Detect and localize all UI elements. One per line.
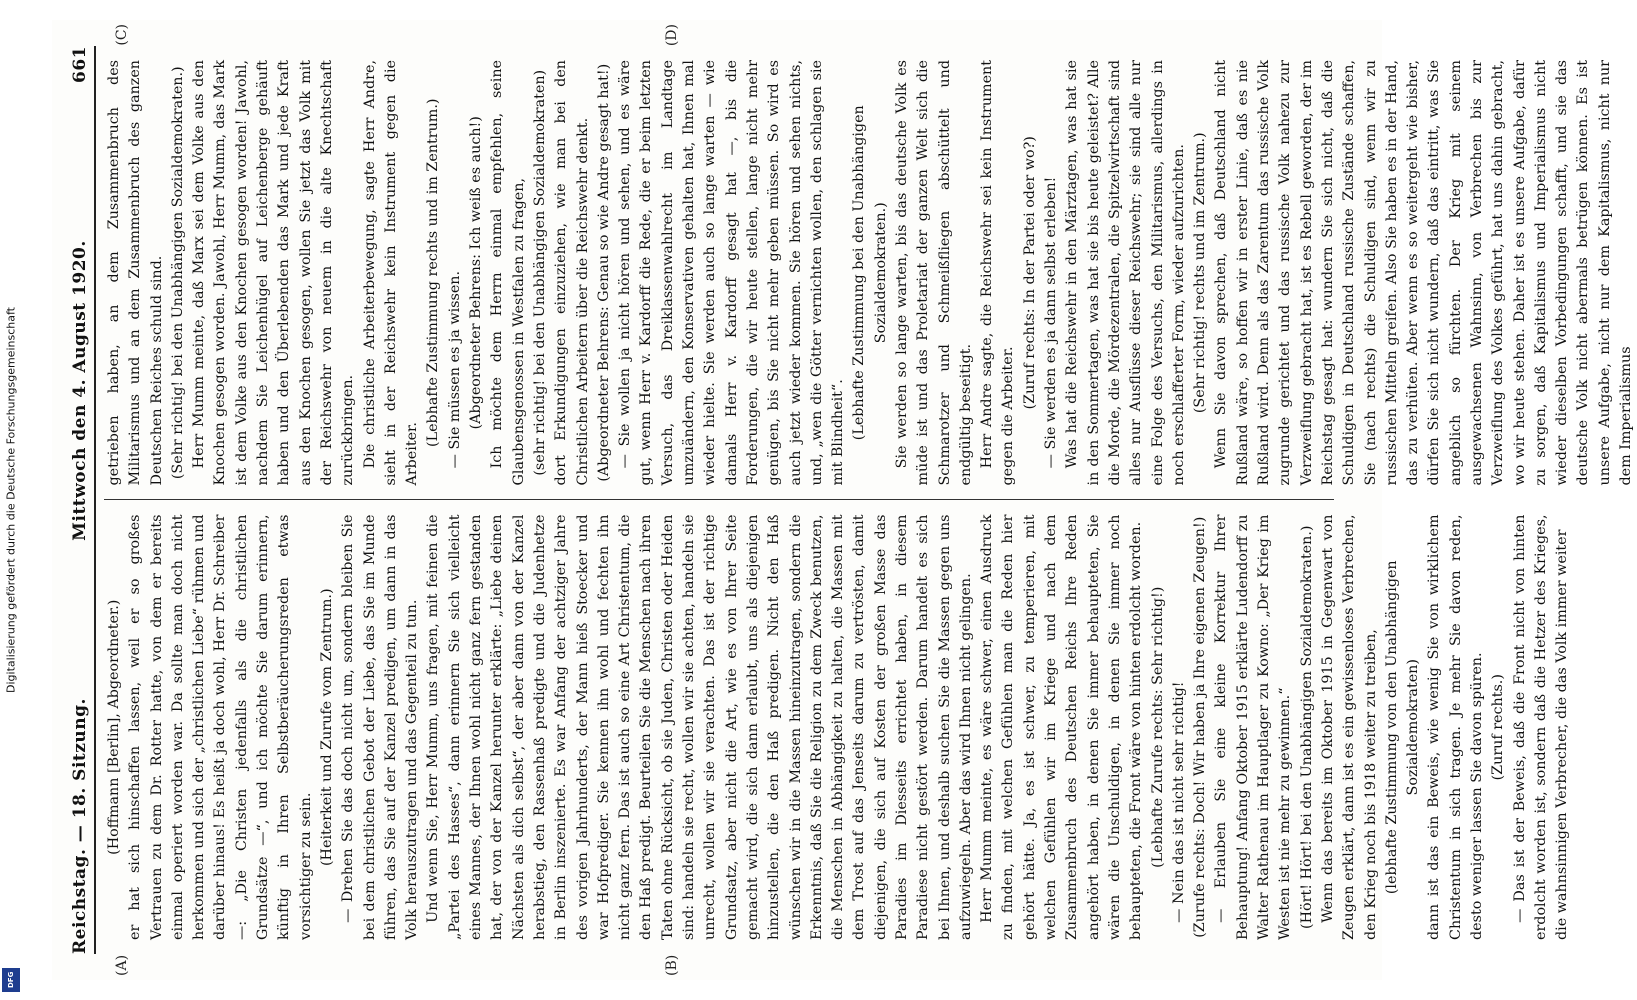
interjection: (Sehr richtig! rechts und im Zentrum.) [1192, 132, 1209, 414]
interjection: (Zurufe rechts: Doch! Wir haben ja Ihre eigenen Zeugen!) [1192, 516, 1209, 938]
paragraph: Sie werden so lange warten, bis das deutsche Volk es müde ist und das Proletariat der ganzen Welt sich die Schmarotzer und Schmeißfliegen abschüttelt und endgültig beseitigt. [893, 60, 974, 486]
page-header [70, 46, 96, 954]
interjection: (Heiterkeit und Zurufe vom Zentrum.) [318, 588, 335, 867]
paragraph: Was hat die Reichswehr in den Märztagen, was hat sie in den Sommertagen, was hat sie bis heute geleistet? Alle die Morde, die Mördezentralen, die Spitzelwirtschaft sind alles nur Ausflüsse dieser Reichswehr; sie sind alle nur eine Folge des Versuchs, den Militarismus, allerdings in noch erschlafferter Form, wieder aufzurichten. [1064, 60, 1187, 486]
paragraph: — Sie müssen es ja wissen. [446, 270, 463, 469]
interjection: (Lebhafte Zurufe rechts: Sehr richtig!) [1149, 586, 1166, 868]
header-date: Mittwoch den 4. August 1920. [70, 240, 90, 541]
interjection: (Hört! Hört! bei den Unabhängigen Sozialdemokraten.) [1298, 525, 1315, 929]
margin-letter-c: (C) [114, 24, 130, 46]
interjection: (Zuruf rechts: In der Partei oder wo?) [1021, 136, 1038, 410]
left-column [104, 501, 1571, 955]
paragraph: Die christliche Arbeiterbewegung, sagte Herr Andre, sieht in der Reichswehr kein Instrument gegen die Arbeiter. [361, 60, 421, 486]
margin-letter-a: (A) [114, 954, 130, 976]
speaker-line: (Hoffmann [Berlin], Abgeordneter.) [106, 599, 122, 855]
interjection: (Sehr richtig! bei den Unabhängigen Sozialdemokraten.) [169, 66, 186, 480]
interjection: (Abgeordneter Behrens: Ich weiß es auch!) [468, 116, 485, 430]
paragraph: dann ist das ein Beweis, wie wenig Sie von wirklichem Christentum in sich tragen. Je mehr Sie davon reden, desto weniger lassen Sie davon spüren. [1426, 514, 1485, 940]
paragraph: Herr Mumm meinte, daß Marx sei dem Volke aus den Knochen gesogen worden. Jawohl, Herr Mumm, das Mark ist dem Volke aus den Knochen gesogen worden! Jawohl, nachdem Sie Leichenhügel auf Leichenberge gehäuft haben und den Überlebenden das Mark und jede Kraft aus den Knochen gesogen, wollen Sie jetzt das Volk mit der Reichswehr von neuem in die alte Knechtschaft zurückbringen. [191, 60, 357, 486]
paragraph: Und wenn Sie, Herr Mumm, uns fragen, mit feinen die „Partei des Hasses“, dann erinnern Sie sich vielleicht eines Mannes, der Ihnen wohl nicht ganz fern gestanden hat, der von der Kanzel herunter erklärte: „Liebe deinen Nächsten als dich selbst“, der aber dann von der Kanzel herabstieg, den Rassenhaß predigte und die Judenhetze in Berlin inszenierte. Es war Anfang der achtziger Jahre des vorigen Jahrhunderts, der Mann hieß Stoecker und war Hofprediger. Sie kennen ihn wohl und fechten ihn nicht ganz fern. Das ist auch so eine Art Christentum, die den Haß predigt. Beurteilen Sie die Menschen nach ihren Taten ohne Rücksicht, ob sie Juden, Christen oder Heiden sind: handeln sie recht, wollen wir sie achten, handeln sie unrecht, wollen wir sie verachten. Das ist der richtige Grundsatz, aber nicht die Art, wie es von Ihrer Seite gemacht wird, die sich dann erlaubt, uns als diejenigen hinzustellen, die den Haß predigen. Nicht den Haß wünschen wir in die Massen hineinzutragen, sondern die Erkenntnis, daß Sie die Religion zu dem Zweck benutzen, die Menschen in Abhängigkeit zu halten, die Massen mit dem Trost auf das Jenseits darum zu vertrösten, damit diejenigen, die sich auf Kosten der großen Masse das Paradies im Diesseits errichtet haben, in diesem Paradiese nicht gestört werden. Darum handelt es sich bei Ihnen, und deshalb suchen Sie die Massen gegen uns aufzuwiegeln. Aber das wird Ihnen nicht gelingen. [425, 514, 974, 940]
paragraph: Wenn Sie davon sprechen, daß Deutschland nicht Rußland wäre, so hoffen wir in erster Linie, daß es nie Rußland wird. Denn als das Zarentum das russische Volk zugrunde gerichtet und das russische Volk nahezu zur Verzweiflung gebracht hat, ist es Rebell geworden, der im Reichstag gesagt hat: wundern Sie sich nicht, daß die Schuldigen in Deutschland russische Zustände schaffen, Sie (nach rechts) die Schuldigen sind, wenn wir zu russischen Mitteln greifen. Also Sie haben es in der Hand, das zu verhüten. Aber wenn es so weitergeht wie bisher, dürfen Sie sich nicht wundern, daß das eintritt, was Sie angeblich so fürchten. Der Krieg mit seinem ausgewachsenen Wahnsinn, von Verbrechen bis zur Verzweiflung des Volkes geführt, hat uns dahin gebracht, wo wir heute stehen. Daher ist es unsere Aufgabe, dafür zu sorgen, daß Kapitalismus und Imperialismus nicht wieder dieselben Vorbedingungen schafft, und sie das deutsche Volk nicht abermals betrügen können. Es ist unsere Aufgabe, nicht nur dem Kapitalismus, nicht nur dem Imperialismus [1213, 60, 1635, 486]
right-column [104, 46, 1635, 501]
paragraph: — Das ist der Beweis, daß die Front nicht von hinten erdolcht worden ist, sondern daß die Hetzer des Krieges, die wahnsinnigen Verbrecher, die das Volk immer weiter [1511, 514, 1571, 940]
paragraph: getrieben haben, an dem Zusammenbruch des Militarismus und an dem Zusammenbruch des ganzen Deutschen Reiches schuld sind. [106, 60, 165, 486]
interjection: (Lebhafte Zustimmung rechts und im Zentrum.) [425, 98, 442, 447]
paragraph: Ich möchte dem Herrn einmal empfehlen, seine Glaubensgenossen in Westfalen zu fragen, [489, 60, 527, 486]
paragraph: — Drehen Sie das doch nicht um, sondern bleiben Sie bei dem christlichen Gebot der Liebe, das Sie im Munde führen, das Sie auf der Kanzel predigen, um dann in das Volk herauszutragen und das Gegenteil zu tun. [340, 514, 421, 940]
paragraph: — Erlauben Sie eine kleine Korrektur Ihrer Behauptung! Anfang Oktober 1915 erklärte Ludendorff zu Walter Rathenau im Hauptlager zu Kowno: „Der Krieg im Westen ist nie mehr zu gewinnen.“ [1213, 514, 1294, 940]
dfg-logo: DFG [2, 968, 20, 992]
interjection: (Abgeordneter Behrens: Genau so wie Andre gesagt hat!) [595, 63, 612, 482]
paragraph: dort Erkundigungen einzuziehen, wie man bei den Christlichen Arbeitern über die Reichswehr denkt. [553, 60, 591, 486]
interjection: (sehr richtig! bei den Unabhängigen Sozialdemokraten) [531, 69, 548, 476]
scanned-page [52, 20, 1635, 980]
text-columns [104, 24, 1635, 976]
interjection: (Lebhafte Zustimmung bei den Unabhängigen Sozialdemokraten.) [851, 105, 889, 441]
margin-letter-b: (B) [664, 954, 680, 976]
interjection: (Zuruf rechts.) [1490, 674, 1507, 781]
funding-credit: Digitalisierung gefördert durch die Deutsche Forschungsgemeinschaft [4, 307, 18, 693]
interjection: (lebhafte Zustimmung von den Unabhängigen Sozialdemokraten) [1383, 560, 1422, 895]
digitization-sidebar [0, 0, 22, 1000]
paragraph: — Nein das ist nicht sehr richtig! [1170, 681, 1187, 923]
paragraph: — Sie werden es ja dann selbst erleben! [1043, 176, 1060, 469]
page-number: 661 [70, 46, 90, 84]
paragraph: Herr Mumm meinte, es wäre schwer, einen Ausdruck zu finden, mit welchen Gefühlen man die Reden hier gehört hätte. Ja, es ist schwer, zu temperieren, mit welchen Gefühlen wir im Kriege und nach dem Zusammenbruch des Deutschen Reichs Ihre Reden angehört haben, in denen Sie immer behaupteten, Sie wären die Unschuldigen, in denen Sie immer noch behaupteten, die Front wäre von hinten erdolcht worden. [979, 514, 1145, 940]
paragraph: Herr Andre sagte, die Reichswehr sei kein Instrument gegen die Arbeiter. [979, 60, 1017, 486]
margin-letter-d: (D) [664, 24, 680, 47]
header-session: Reichstag. — 18. Sitzung. [70, 698, 90, 954]
paragraph: er hat sich hinschaffen lassen, weil er so großes Vertrauen zu dem Dr. Rotter hatte, von dem er bereits einmal operiert worden war. Da sollte man doch nicht herkommen und sich der „christlichen Liebe“ rühmen und darüber hinaus! Es heißt ja doch wohl, Herr Dr. Schreiber —: „Die Christen jedenfalls als die christlichen Grundsätze —“, und ich möchte Sie darum erinnern, künftig in Ihren Selbstberäucherungsreden etwas vorsichtiger zu sein. [127, 514, 314, 940]
paragraph: — Sie wollen ja nicht hören und sehen, und es wäre gut, wenn Herr v. Kardorff die Rede, die er beim letzten Versuch, das Dreiklassenwahlrecht im Landtage umzuändern, den Konservativen gehalten hat, Ihnen mal wieder hielte. Sie werden auch so lange warten — wie damals Herr v. Kardorff gesagt hat —, bis die Forderungen, die wir heute stellen, lange nicht mehr genügen, bis Sie nicht mehr geben müssen. So wird es auch jetzt wieder kommen. Sie hören und sehen nichts, und, „wen die Götter vernichten wollen, den schlagen sie mit Blindheit“. [617, 60, 847, 486]
paragraph: Wenn das bereits im Oktober 1915 in Gegenwart von Zeugen erklärt, dann ist es ein gewissenloses Verbrechen, den Krieg noch bis 1918 weiter zu treiben, [1319, 514, 1379, 940]
